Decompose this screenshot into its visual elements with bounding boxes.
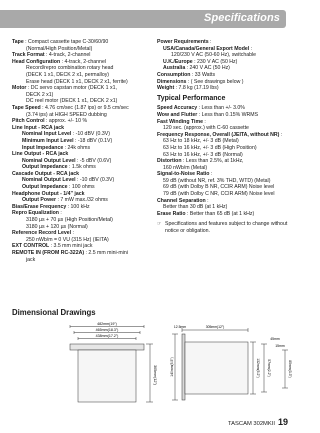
spec-label: Track Format [12, 52, 45, 59]
spec-label: Tape Speed [12, 104, 41, 111]
dim-rack-height: 85mm(3.3") [288, 360, 292, 378]
spec-line [12, 257, 152, 264]
performance-specs [157, 105, 289, 217]
spec-label: Signal-to-Noise Ratio [157, 171, 210, 178]
spec-value: : 1.5k ohms [67, 164, 96, 171]
spec-value: (Normal/High Position/Metal) [26, 45, 93, 52]
spec-label: Dimensions [157, 78, 187, 85]
spec-line [12, 118, 152, 125]
spec-value: : 7 mW max./32 ohms [56, 197, 108, 204]
spec-label: Speed Accuracy [157, 105, 198, 112]
spec-value: : Less than +/- 3.0% [197, 105, 245, 112]
spec-line [12, 112, 152, 119]
spec-label: USA/Canada/General Export Model [163, 45, 250, 52]
spec-value: : ( See drawings below ) [186, 78, 244, 85]
spec-label: Cascade Output - RCA jack [12, 170, 79, 177]
spec-value: : 3.5 mm mini jack [49, 243, 93, 250]
spec-value: : -10 dBV (0.3V) [71, 131, 110, 138]
spec-label: Motor [12, 85, 27, 92]
spec-line [12, 85, 152, 92]
dim-width-total: 482mm(19") [97, 322, 117, 326]
spec-line [157, 119, 289, 126]
spec-line [157, 138, 289, 145]
dim-width-body: 438mm(17.2") [95, 334, 119, 338]
spec-value: : -18 dBV (0.1V) [73, 137, 113, 144]
spec-line [157, 59, 289, 66]
spec-line [12, 171, 152, 178]
spec-column-left [12, 39, 152, 263]
spec-value: jack [26, 256, 36, 263]
spec-line [12, 184, 152, 191]
spec-line [12, 131, 152, 138]
page-footer [228, 417, 288, 427]
spec-label: Output Impedance [22, 164, 68, 171]
spec-line [12, 79, 152, 86]
dim-height-front: 140mm(5.5") [170, 357, 174, 377]
spec-line [157, 72, 289, 79]
spec-label: Line Input - RCA jack [12, 124, 64, 131]
spec-value: : 100 ohms [67, 184, 95, 191]
spec-column-right [157, 39, 289, 235]
spec-line [12, 138, 152, 145]
spec-line [157, 145, 289, 152]
spec-line [157, 85, 289, 92]
spec-label: Minimum Input Level [22, 137, 74, 144]
spec-label: Wow and Flutter [157, 111, 198, 118]
spec-label: EXT CONTROL [12, 243, 50, 250]
spec-value: Better than 30 dB (at 1 kHz) [163, 204, 228, 211]
spec-line [12, 191, 152, 198]
dim-bracket: 57mm(2.2") [267, 359, 271, 377]
dim-front-depth: 12.5mm [173, 325, 187, 329]
spec-value: 69 dB (with Dolby B NR, CCIR ARM) Noise level [163, 184, 275, 191]
dim-width-inner: 465mm(18.3") [95, 328, 119, 332]
spec-label: Reference Record Level [12, 230, 72, 237]
spec-label: Input Impedance [22, 144, 64, 151]
spec-value: (3.74 ips) at HIGH SPEED dubbing [26, 111, 107, 118]
spec-value: 63 Hz to 16 kHz, +/- 3 dB (Normal) [163, 151, 243, 158]
spec-value: DC reel motor (DECK 1 x1, DECK 2 x1) [26, 98, 118, 105]
spec-line [12, 204, 152, 211]
spec-line [12, 243, 152, 250]
dimensional-drawings-title: Dimensional Drawings [12, 308, 96, 317]
spec-line [12, 151, 152, 158]
spec-value: : [208, 39, 212, 45]
dim-small-height: 45mm [270, 337, 280, 341]
spec-value: : Less than 0.15% WRMS [197, 111, 259, 118]
spec-line [12, 72, 152, 79]
spec-label: Bias/Erase Frequency [12, 203, 67, 210]
spec-value: 63 Hz to 18 kHz, +/- 3 dB (Metal) [163, 138, 239, 145]
footer-brand: TASCAM 302MKII [228, 421, 275, 427]
spec-line [157, 165, 289, 172]
spec-value: : 230 V AC (50 Hz) [192, 58, 238, 65]
spec-label: Output Impedance [22, 184, 68, 191]
spec-line [157, 46, 289, 53]
spec-line [12, 98, 152, 105]
spec-value: : 2.5 mm mini-mini [84, 250, 128, 256]
spec-value: : approx. +/- 10 % [44, 118, 88, 125]
spec-value: 79 dB (with Dolby C NR, CCIR ARM) Noise level [163, 191, 275, 198]
spec-value: : 4-track, 2-channel [60, 58, 106, 65]
spec-value: : [205, 197, 209, 204]
spec-line [157, 79, 289, 86]
spec-value: Record/repro combination rotary head [26, 65, 114, 72]
spec-line [157, 178, 289, 185]
spec-note-text: Specifications and features subject to change without notice or obligation. [165, 221, 288, 235]
spec-value: : 7.8 kg (17.19 lbs) [174, 85, 219, 92]
spec-value: : [202, 118, 206, 125]
spec-line [12, 92, 152, 99]
spec-value: : 24k ohms [63, 144, 91, 151]
spec-line [157, 39, 289, 46]
spec-line [157, 198, 289, 205]
page-title: Specifications [204, 12, 280, 24]
spec-value: : Less than 2.5%, at 1kHz, [181, 158, 244, 165]
spec-line [12, 65, 152, 72]
spec-line [157, 105, 289, 112]
dim-depth: 305mm(12") [153, 365, 157, 385]
spec-line [157, 52, 289, 59]
spec-label: Line Output - RCA jack [12, 151, 69, 158]
spec-line [157, 132, 289, 139]
spec-line [12, 224, 152, 231]
spec-value: : DC servo capstan motor (DECK 1 x1, [26, 85, 117, 92]
spec-label: Erase Ratio [157, 210, 186, 217]
spec-label: Output Power [22, 197, 57, 204]
spec-value: : [71, 230, 74, 237]
page-number: 19 [277, 417, 288, 427]
spec-label: U.K./Europe [163, 58, 193, 65]
dim-height-total: 132mm(5.2") [256, 358, 260, 378]
spec-line [157, 158, 289, 165]
spec-value: 63 Hz to 16 kHz, +/- 3 dB (High Position) [163, 144, 257, 151]
spec-line [12, 145, 152, 152]
spec-label: Distortion [157, 158, 182, 165]
spec-line [12, 46, 152, 53]
spec-line [12, 59, 152, 66]
spec-value: 59 dB (without NR, ref. 3% THD, WTD) (Metal) [163, 177, 271, 184]
spec-value: : [209, 171, 213, 178]
spec-line [12, 237, 152, 244]
spec-value: : [249, 45, 253, 52]
spec-value: 3180 µs + 120 µs (Normal) [26, 223, 88, 230]
spec-line [12, 197, 152, 204]
power-specs [157, 39, 289, 92]
spec-line [12, 250, 152, 257]
spec-label: Repro Equalization [12, 210, 59, 217]
spec-value: : 4.76 cm/sec (1.87 ips) or 9.5 cm/sec [40, 104, 129, 111]
spec-label: Nominal Input Level [22, 131, 72, 138]
spec-line [12, 210, 152, 217]
spec-line [157, 65, 289, 72]
dim-side-depth: 305mm(12") [205, 325, 225, 329]
spec-line [12, 177, 152, 184]
spec-value: 120/230 V AC (50-60 Hz), switchable [171, 52, 257, 59]
spec-value: : -5 dBV (0.6V) [75, 157, 112, 164]
spec-label: Pitch Control [12, 118, 45, 125]
spec-line [12, 164, 152, 171]
spec-value: 120 sec. (approx.) with C-60 cassette [163, 125, 249, 132]
spec-line [157, 171, 289, 178]
spec-value: : 33 Watts [190, 71, 216, 78]
spec-line [12, 125, 152, 132]
spec-label: Tape [12, 39, 24, 45]
spec-value: Erase head (DECK 1 x1, DECK 2 x1, ferrite) [26, 78, 128, 85]
spec-label: Headphone Output - 1/4" jack [12, 190, 85, 197]
spec-label: REMOTE IN (FROM RC-322A) [12, 250, 85, 256]
spec-line [12, 158, 152, 165]
spec-value: : 4-track, 2-channel [44, 52, 91, 59]
spec-value: DECK 2 x1) [26, 91, 54, 98]
dimension-diagram [0, 320, 300, 410]
spec-value: : 240 V AC (50 Hz) [185, 65, 230, 72]
spec-value: : Compact cassette tape C-30/60/90 [23, 39, 109, 45]
spec-line [157, 211, 289, 218]
spec-value: : [279, 131, 283, 138]
typical-performance-heading: Typical Performance [157, 94, 226, 102]
spec-label: Channel Separation [157, 197, 206, 204]
spec-label: Weight [157, 85, 175, 92]
spec-note [157, 221, 289, 234]
spec-label: Consumption [157, 71, 191, 78]
spec-value: 3180 µs + 70 µs (High Position/Metal) [26, 217, 113, 224]
spec-label: Frequency Response, Overall (JEITA, without NR) [157, 131, 280, 138]
spec-label: Nominal Output Level [22, 157, 76, 164]
spec-line [157, 191, 289, 198]
spec-label: Australia [163, 65, 186, 72]
spec-label: Power Requirements [157, 39, 209, 45]
spec-value: : 100 kHz [66, 203, 90, 210]
dim-rack-offset: 15mm [275, 344, 285, 348]
spec-value: : Better than 65 dB (at 1 kHz) [185, 210, 255, 217]
spec-value: 160 nWb/m (Metal) [163, 164, 208, 171]
spec-line [157, 125, 289, 132]
spec-line [12, 105, 152, 112]
spec-label: Head Configuration [12, 58, 61, 65]
spec-line [12, 39, 152, 46]
spec-value: 250 nWb/m = 0 VU (315 Hz) (IEITA) [26, 236, 109, 243]
spec-line [12, 217, 152, 224]
spec-line [157, 184, 289, 191]
spec-line [157, 204, 289, 211]
spec-line [12, 52, 152, 59]
spec-label: Nominal Output Level [22, 177, 76, 184]
spec-line [12, 230, 152, 237]
pointing-hand-icon: ☞ [157, 221, 162, 228]
spec-value: (DECK 1 x1, DECK 2 x1, permalloy) [26, 71, 110, 78]
spec-value: : [58, 210, 62, 217]
spec-value: : -10 dBV (0.3V) [75, 177, 115, 184]
spec-line [157, 152, 289, 159]
spec-label: Fast Winding Time [157, 118, 203, 125]
spec-line [157, 112, 289, 119]
